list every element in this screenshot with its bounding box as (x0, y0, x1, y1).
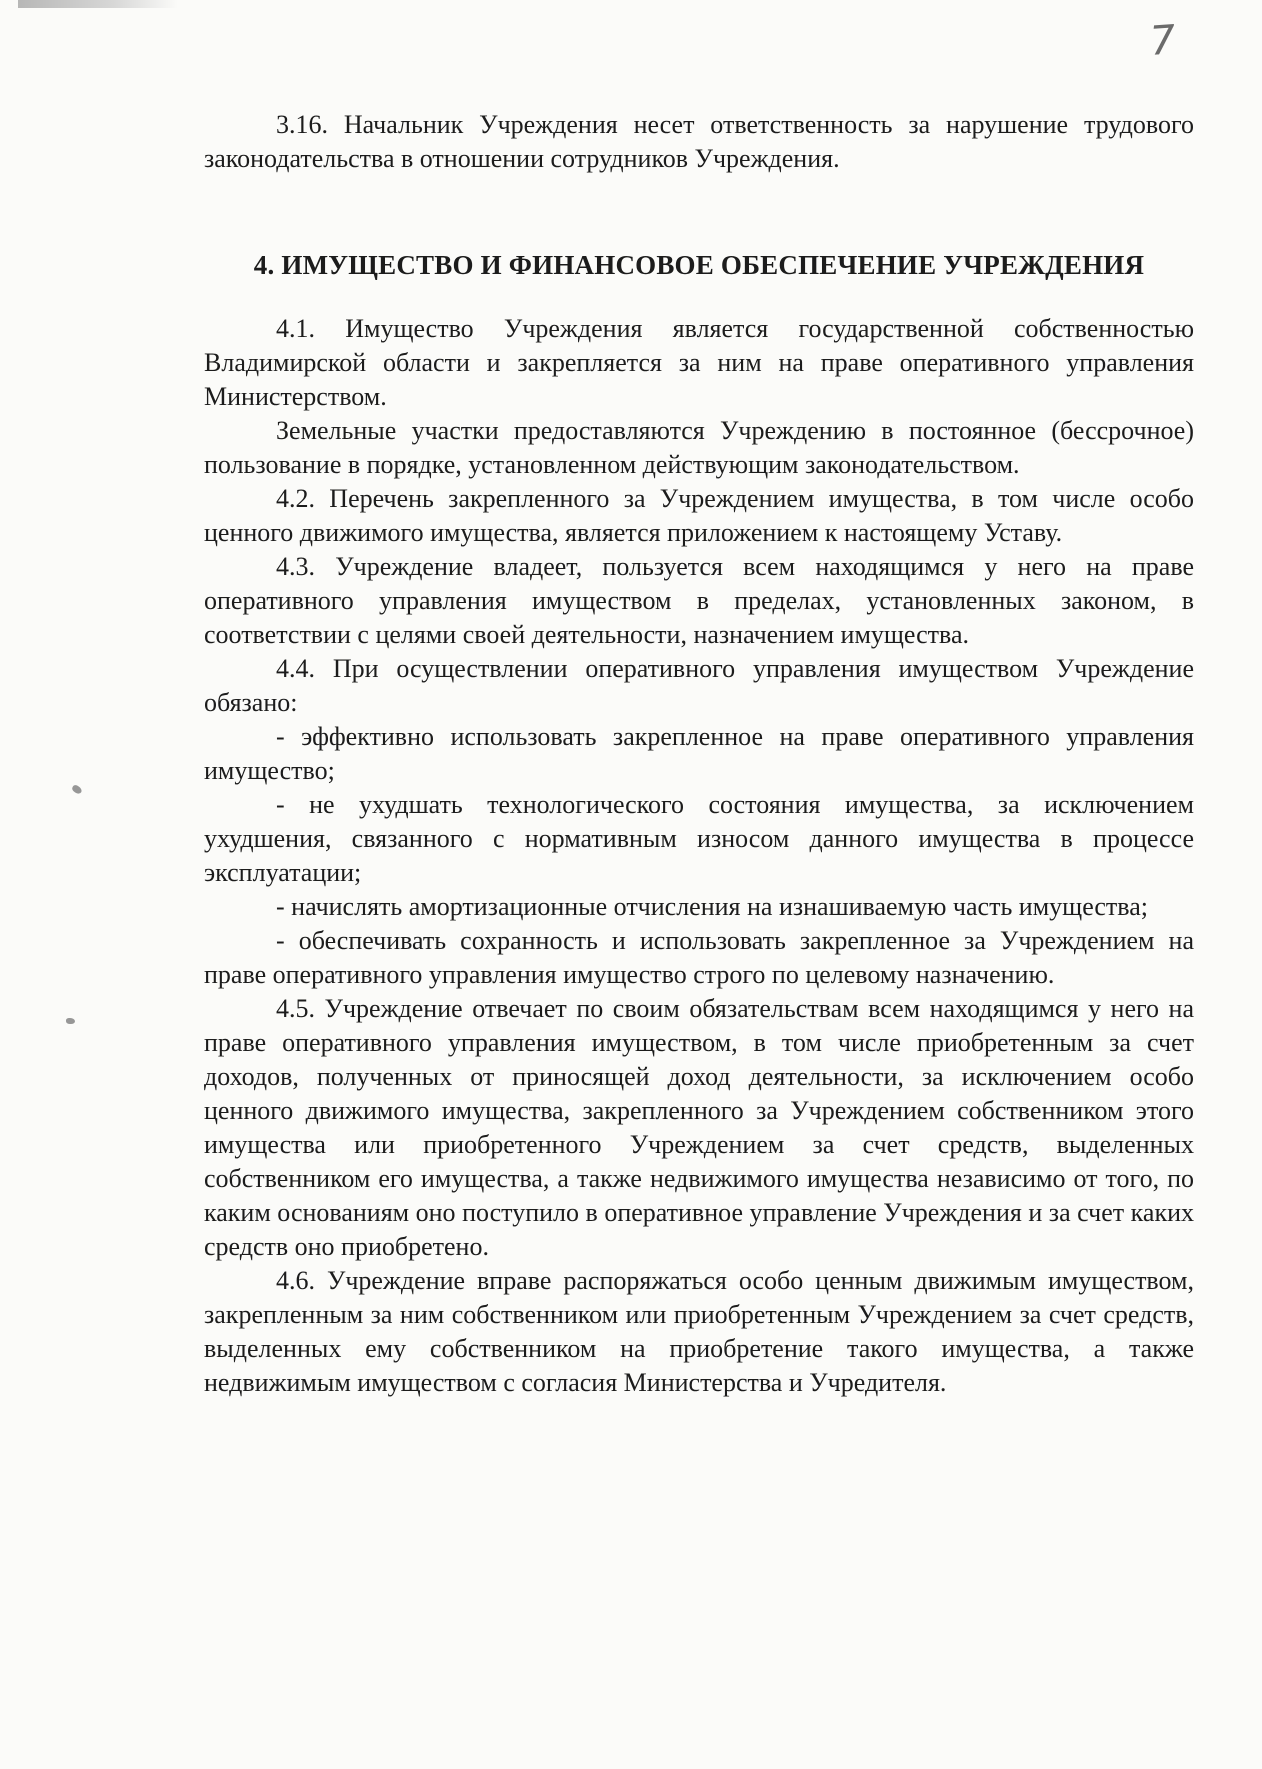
scan-artifact (18, 0, 178, 8)
document-body (204, 108, 1194, 1400)
paragraph-4-3: 4.3. Учреждение владеет, пользуется всем находящимся у него на праве оперативного управления имуществом в пределах, установленных законом, в соответствии с целями своей деятельности, назначением имущества. (204, 552, 1194, 649)
paragraph-4-2: 4.2. Перечень закрепленного за Учреждением имущества, в том числе особо ценного движимого имущества, является приложением к настоящему Уставу. (204, 484, 1194, 547)
list-item: - обеспечивать сохранность и использовать закрепленное за Учреждением на праве оперативного управления имущество строго по целевому назначению. (204, 926, 1194, 989)
page-number: 7 (1148, 17, 1178, 65)
paragraph-3-16: 3.16. Начальник Учреждения несет ответственность за нарушение трудового законодательства в отношении сотрудников Учреждения. (204, 110, 1194, 173)
paragraph-4-4: 4.4. При осуществлении оперативного управления имуществом Учреждение обязано: (204, 654, 1194, 717)
section-title: 4. ИМУЩЕСТВО И ФИНАНСОВОЕ ОБЕСПЕЧЕНИЕ УЧРЕЖДЕНИЯ (253, 250, 1145, 280)
paragraph-land-plots: Земельные участки предоставляются Учреждению в постоянное (бессрочное) пользование в порядке, установленном действующим законодательством. (204, 416, 1194, 479)
list-item: - эффективно использовать закрепленное на праве оперативного управления имущество; (204, 722, 1194, 785)
scan-speck (66, 1018, 75, 1024)
paragraph-4-6: 4.6. Учреждение вправе распоряжаться особо ценным движимым имуществом, закрепленным за ним собственником или приобретенным Учреждением за счет средств, выделенных ему собственником на приобретение такого имущества, а также недвижимым имуществом с согласия Министерства и Учредителя. (204, 1266, 1194, 1397)
list-item: - начислять амортизационные отчисления на изнашиваемую часть имущества; (276, 892, 1148, 921)
list-item: - не ухудшать технологического состояния имущества, за исключением ухудшения, связанного с нормативным износом данного имущества в процессе эксплуатации; (204, 790, 1194, 887)
paragraph-4-1: 4.1. Имущество Учреждения является государственной собственностью Владимирской области и закрепляется за ним на праве оперативного управления Министерством. (204, 314, 1194, 411)
scan-speck (71, 784, 83, 795)
paragraph-4-5: 4.5. Учреждение отвечает по своим обязательствам всем находящимся у него на праве оперативного управления имуществом, в том числе приобретенным за счет доходов, полученных от приносящей доход деятельности, за исключением особо ценного движимого имущества, закрепленного за Учреждением собственником этого имущества или приобретенного Учреждением за счет средств, выделенных собственником его имущества, а также недвижимого имущества независимо от того, по каким основаниям оно поступило в оперативное управление Учреждения и за счет каких средств оно приобретено. (204, 994, 1194, 1261)
